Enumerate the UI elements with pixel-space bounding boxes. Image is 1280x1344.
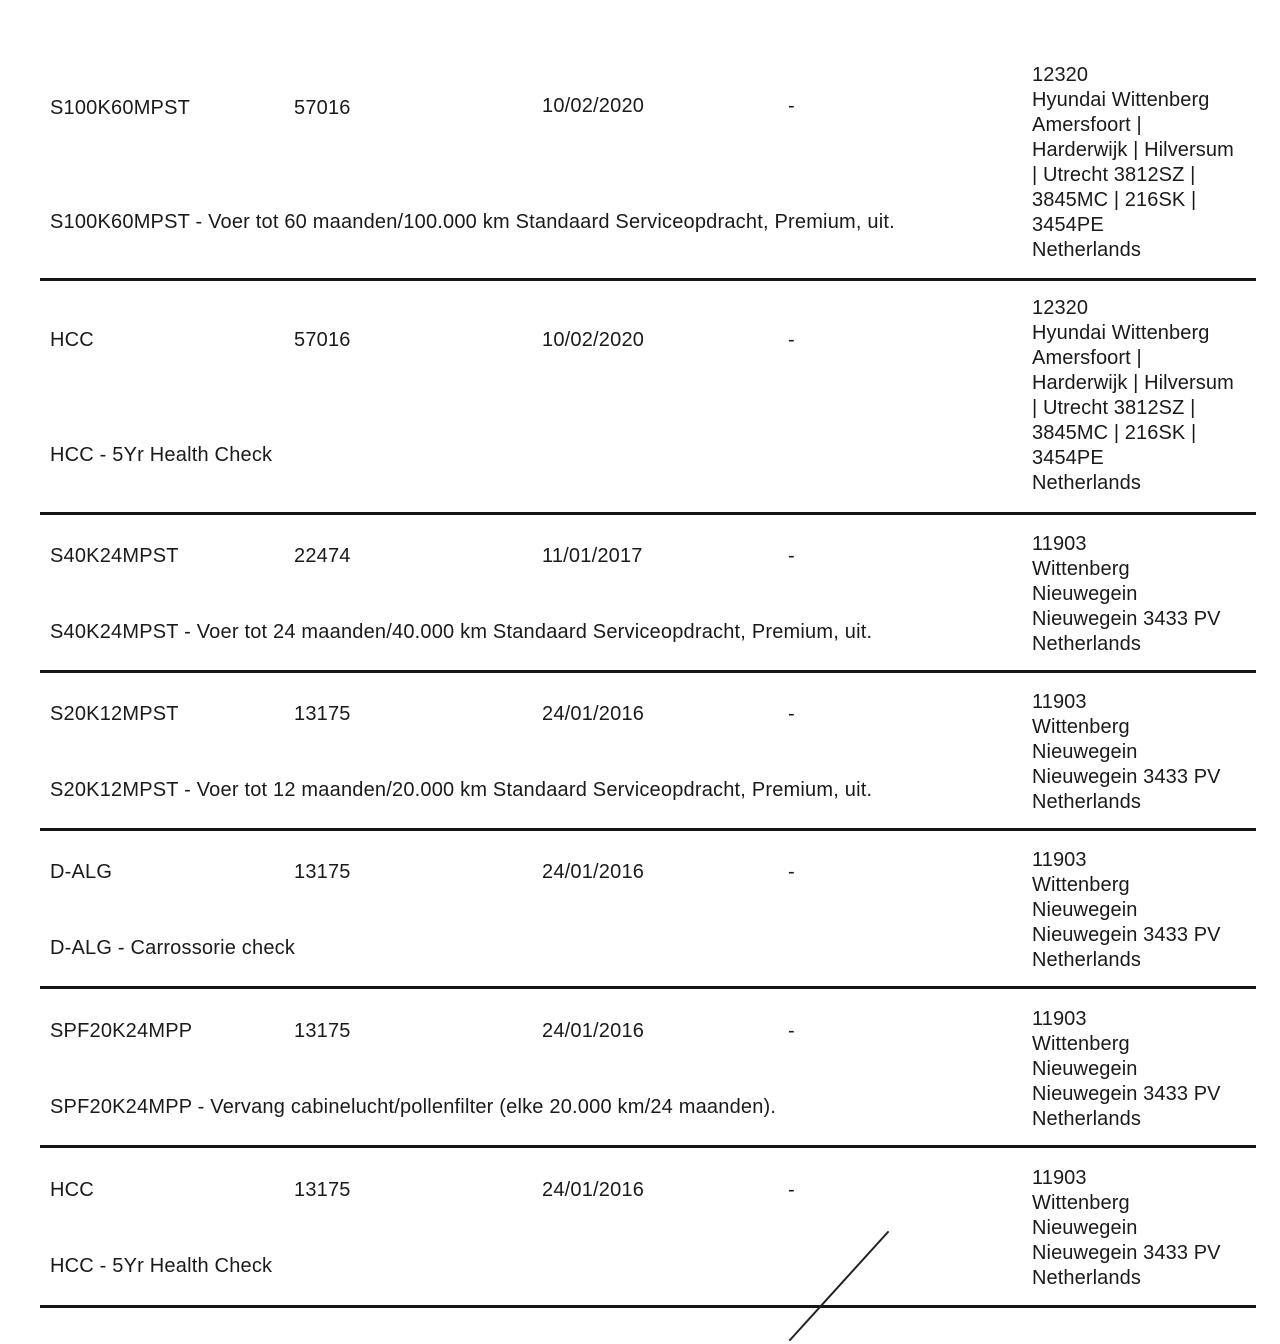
empty-value-dash: - [788, 1020, 795, 1042]
dealer-address-line: Netherlands [1032, 633, 1141, 655]
empty-value-dash: - [788, 1179, 795, 1201]
dealer-address-line: Netherlands [1032, 239, 1141, 261]
dealer-address-line: 11903 [1032, 533, 1087, 555]
service-code: S40K24MPST [50, 545, 179, 567]
dealer-address-line: Wittenberg [1032, 558, 1130, 580]
dealer-address-line: Nieuwegein 3433 PV [1032, 608, 1221, 630]
dealer-address-line: 11903 [1032, 1008, 1087, 1030]
service-date: 24/01/2016 [542, 703, 645, 725]
mileage: 22474 [294, 545, 351, 567]
dealer-address-line: Netherlands [1032, 1267, 1141, 1289]
service-date: 24/01/2016 [542, 861, 645, 883]
dealer-address-line: Nieuwegein [1032, 741, 1138, 763]
dealer-address-line: Nieuwegein [1032, 1058, 1138, 1080]
dealer-address-line: 11903 [1032, 691, 1087, 713]
dealer-address-line: Wittenberg [1032, 716, 1130, 738]
dealer-address-line: Harderwijk | Hilversum [1032, 139, 1234, 161]
dealer-address-line: Harderwijk | Hilversum [1032, 372, 1234, 394]
dealer-address-line: Netherlands [1032, 1108, 1141, 1130]
dealer-address-line: 3454PE [1032, 214, 1104, 236]
mileage: 13175 [294, 703, 351, 725]
dealer-address-line: | Utrecht 3812SZ | [1032, 164, 1196, 186]
mileage: 13175 [294, 861, 351, 883]
service-date: 24/01/2016 [542, 1179, 645, 1201]
dealer-address-line: 12320 [1032, 64, 1089, 86]
service-code: HCC [50, 329, 94, 351]
mileage: 13175 [294, 1020, 351, 1042]
dealer-address-line: Nieuwegein [1032, 583, 1138, 605]
dealer-address-line: Nieuwegein 3433 PV [1032, 924, 1221, 946]
service-description: SPF20K24MPP - Vervang cabinelucht/pollenfilter (elke 20.000 km/24 maanden). [50, 1096, 777, 1118]
dealer-address-line: | Utrecht 3812SZ | [1032, 397, 1196, 419]
service-description: S20K12MPST - Voer tot 12 maanden/20.000 km Standaard Serviceopdracht, Premium, uit. [50, 779, 873, 801]
dealer-address-line: Wittenberg [1032, 874, 1130, 896]
dealer-address-line: 12320 [1032, 297, 1089, 319]
service-code: HCC [50, 1179, 94, 1201]
service-date: 10/02/2020 [542, 95, 645, 117]
dealer-address-line: Netherlands [1032, 791, 1141, 813]
dealer-address-line: 3845MC | 216SK | [1032, 422, 1197, 444]
dealer-address-line: Amersfoort | [1032, 347, 1142, 369]
service-code: SPF20K24MPP [50, 1020, 193, 1042]
dealer-address-line: Nieuwegein 3433 PV [1032, 1083, 1221, 1105]
dealer-address-line: Amersfoort | [1032, 114, 1142, 136]
dealer-address-line: Netherlands [1032, 949, 1141, 971]
dealer-address-line: 3845MC | 216SK | [1032, 189, 1197, 211]
mileage: 57016 [294, 97, 351, 119]
empty-value-dash: - [788, 861, 795, 883]
dealer-address-line: 11903 [1032, 849, 1087, 871]
dealer-address-line: Hyundai Wittenberg [1032, 89, 1210, 111]
dealer-address-line: 11903 [1032, 1167, 1087, 1189]
service-description: D-ALG - Carrossorie check [50, 937, 296, 959]
service-date: 11/01/2017 [542, 545, 643, 567]
service-description: HCC - 5Yr Health Check [50, 444, 273, 466]
service-description: S100K60MPST - Voer tot 60 maanden/100.000 km Standaard Serviceopdracht, Premium, uit. [50, 211, 895, 233]
service-date: 24/01/2016 [542, 1020, 645, 1042]
service-date: 10/02/2020 [542, 329, 645, 351]
mileage: 57016 [294, 329, 351, 351]
dealer-address-line: Wittenberg [1032, 1192, 1130, 1214]
service-code: S100K60MPST [50, 97, 191, 119]
service-code: D-ALG [50, 861, 113, 883]
empty-value-dash: - [788, 329, 795, 351]
dealer-address-line: Nieuwegein 3433 PV [1032, 766, 1221, 788]
dealer-address-line: Netherlands [1032, 472, 1141, 494]
empty-value-dash: - [788, 545, 795, 567]
dealer-address-line: Hyundai Wittenberg [1032, 322, 1210, 344]
service-description: HCC - 5Yr Health Check [50, 1255, 273, 1277]
empty-value-dash: - [788, 95, 795, 117]
dealer-address-line: Nieuwegein [1032, 1217, 1138, 1239]
service-code: S20K12MPST [50, 703, 179, 725]
dealer-address-line: Nieuwegein [1032, 899, 1138, 921]
dealer-address-line: 3454PE [1032, 447, 1104, 469]
service-description: S40K24MPST - Voer tot 24 maanden/40.000 km Standaard Serviceopdracht, Premium, uit. [50, 621, 873, 643]
dealer-address-line: Wittenberg [1032, 1033, 1130, 1055]
dealer-address-line: Nieuwegein 3433 PV [1032, 1242, 1221, 1264]
empty-value-dash: - [788, 703, 795, 725]
mileage: 13175 [294, 1179, 351, 1201]
